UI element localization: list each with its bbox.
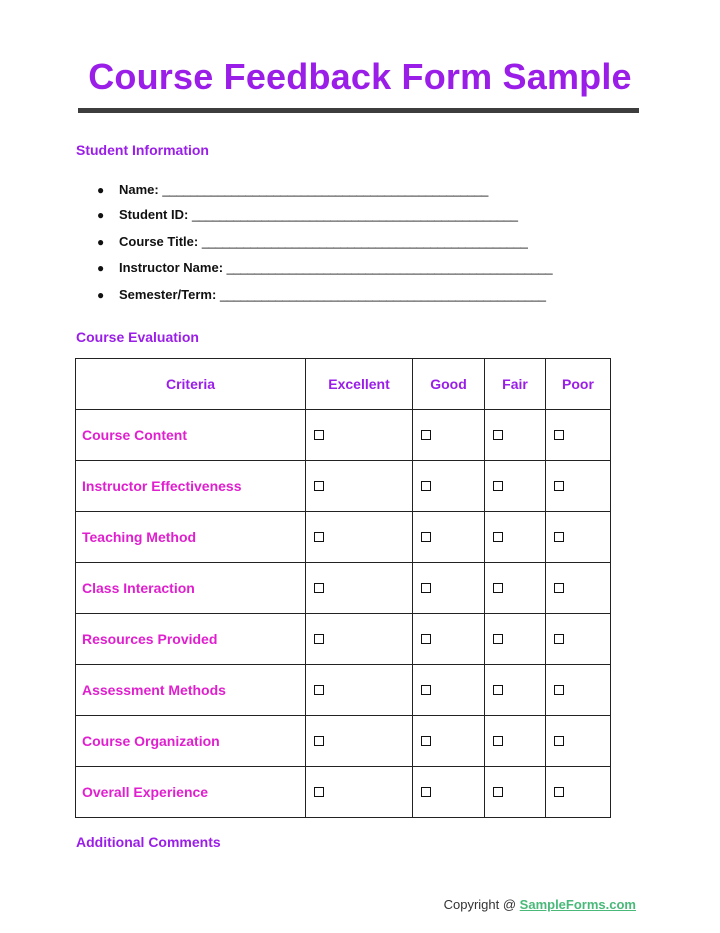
course-evaluation-table: [75, 358, 611, 818]
additional-comments-heading: Additional Comments: [76, 834, 221, 850]
good-checkbox[interactable]: [421, 787, 431, 797]
bullet-icon: ●: [97, 183, 105, 197]
criteria-label: Instructor Effectiveness: [76, 461, 306, 512]
brand-link[interactable]: SampleForms.com: [519, 897, 636, 912]
fair-checkbox[interactable]: [493, 532, 503, 542]
column-header-excellent: Excellent: [306, 359, 413, 410]
excellent-checkbox[interactable]: [314, 787, 324, 797]
table-row: [76, 716, 611, 767]
table-row: [76, 410, 611, 461]
course-title-field[interactable]: [97, 234, 528, 249]
field-blank-line[interactable]: _______________________________________________: [162, 182, 489, 197]
bullet-icon: ●: [97, 208, 105, 222]
table-row: [76, 563, 611, 614]
poor-checkbox[interactable]: [554, 787, 564, 797]
course-evaluation-heading: Course Evaluation: [76, 329, 199, 345]
good-checkbox[interactable]: [421, 736, 431, 746]
table-header-row: [76, 359, 611, 410]
student-id-field[interactable]: [97, 207, 518, 222]
criteria-label: Overall Experience: [76, 767, 306, 818]
instructor-name-field[interactable]: [97, 260, 552, 275]
name-field[interactable]: [97, 182, 488, 197]
good-checkbox[interactable]: [421, 634, 431, 644]
fair-checkbox[interactable]: [493, 685, 503, 695]
table-row: [76, 614, 611, 665]
excellent-checkbox[interactable]: [314, 634, 324, 644]
poor-checkbox[interactable]: [554, 481, 564, 491]
field-blank-line[interactable]: _______________________________________________: [219, 287, 546, 302]
bullet-icon: ●: [97, 261, 105, 275]
bullet-icon: ●: [97, 288, 105, 302]
semester-term-field[interactable]: [97, 287, 546, 302]
table-row: [76, 461, 611, 512]
title-divider: [78, 108, 639, 113]
criteria-label: Assessment Methods: [76, 665, 306, 716]
criteria-label: Course Content: [76, 410, 306, 461]
criteria-label: Class Interaction: [76, 563, 306, 614]
field-label: Name:: [119, 182, 159, 197]
field-blank-line[interactable]: _______________________________________________: [226, 260, 553, 275]
excellent-checkbox[interactable]: [314, 685, 324, 695]
footer-copyright: [444, 897, 636, 912]
field-label: Student ID:: [119, 207, 189, 222]
column-header-fair: Fair: [485, 359, 546, 410]
fair-checkbox[interactable]: [493, 481, 503, 491]
criteria-label: Course Organization: [76, 716, 306, 767]
field-label: Course Title:: [119, 234, 199, 249]
fair-checkbox[interactable]: [493, 736, 503, 746]
field-label: Semester/Term:: [119, 287, 217, 302]
poor-checkbox[interactable]: [554, 430, 564, 440]
bullet-icon: ●: [97, 235, 105, 249]
excellent-checkbox[interactable]: [314, 583, 324, 593]
poor-checkbox[interactable]: [554, 583, 564, 593]
good-checkbox[interactable]: [421, 685, 431, 695]
poor-checkbox[interactable]: [554, 634, 564, 644]
table-row: [76, 512, 611, 563]
page-title: Course Feedback Form Sample: [88, 56, 632, 97]
good-checkbox[interactable]: [421, 481, 431, 491]
copyright-text: Copyright @: [443, 897, 517, 912]
poor-checkbox[interactable]: [554, 736, 564, 746]
excellent-checkbox[interactable]: [314, 481, 324, 491]
table-row: [76, 665, 611, 716]
column-header-criteria: Criteria: [76, 359, 306, 410]
table-row: [76, 767, 611, 818]
good-checkbox[interactable]: [421, 532, 431, 542]
field-blank-line[interactable]: _______________________________________________: [201, 234, 528, 249]
good-checkbox[interactable]: [421, 583, 431, 593]
field-label: Instructor Name:: [119, 260, 224, 275]
good-checkbox[interactable]: [421, 430, 431, 440]
field-blank-line[interactable]: _______________________________________________: [191, 207, 518, 222]
fair-checkbox[interactable]: [493, 634, 503, 644]
poor-checkbox[interactable]: [554, 685, 564, 695]
fair-checkbox[interactable]: [493, 787, 503, 797]
fair-checkbox[interactable]: [493, 430, 503, 440]
criteria-label: Teaching Method: [76, 512, 306, 563]
column-header-poor: Poor: [546, 359, 611, 410]
student-information-heading: Student Information: [76, 142, 209, 158]
excellent-checkbox[interactable]: [314, 532, 324, 542]
fair-checkbox[interactable]: [493, 583, 503, 593]
column-header-good: Good: [413, 359, 485, 410]
poor-checkbox[interactable]: [554, 532, 564, 542]
criteria-label: Resources Provided: [76, 614, 306, 665]
excellent-checkbox[interactable]: [314, 430, 324, 440]
excellent-checkbox[interactable]: [314, 736, 324, 746]
